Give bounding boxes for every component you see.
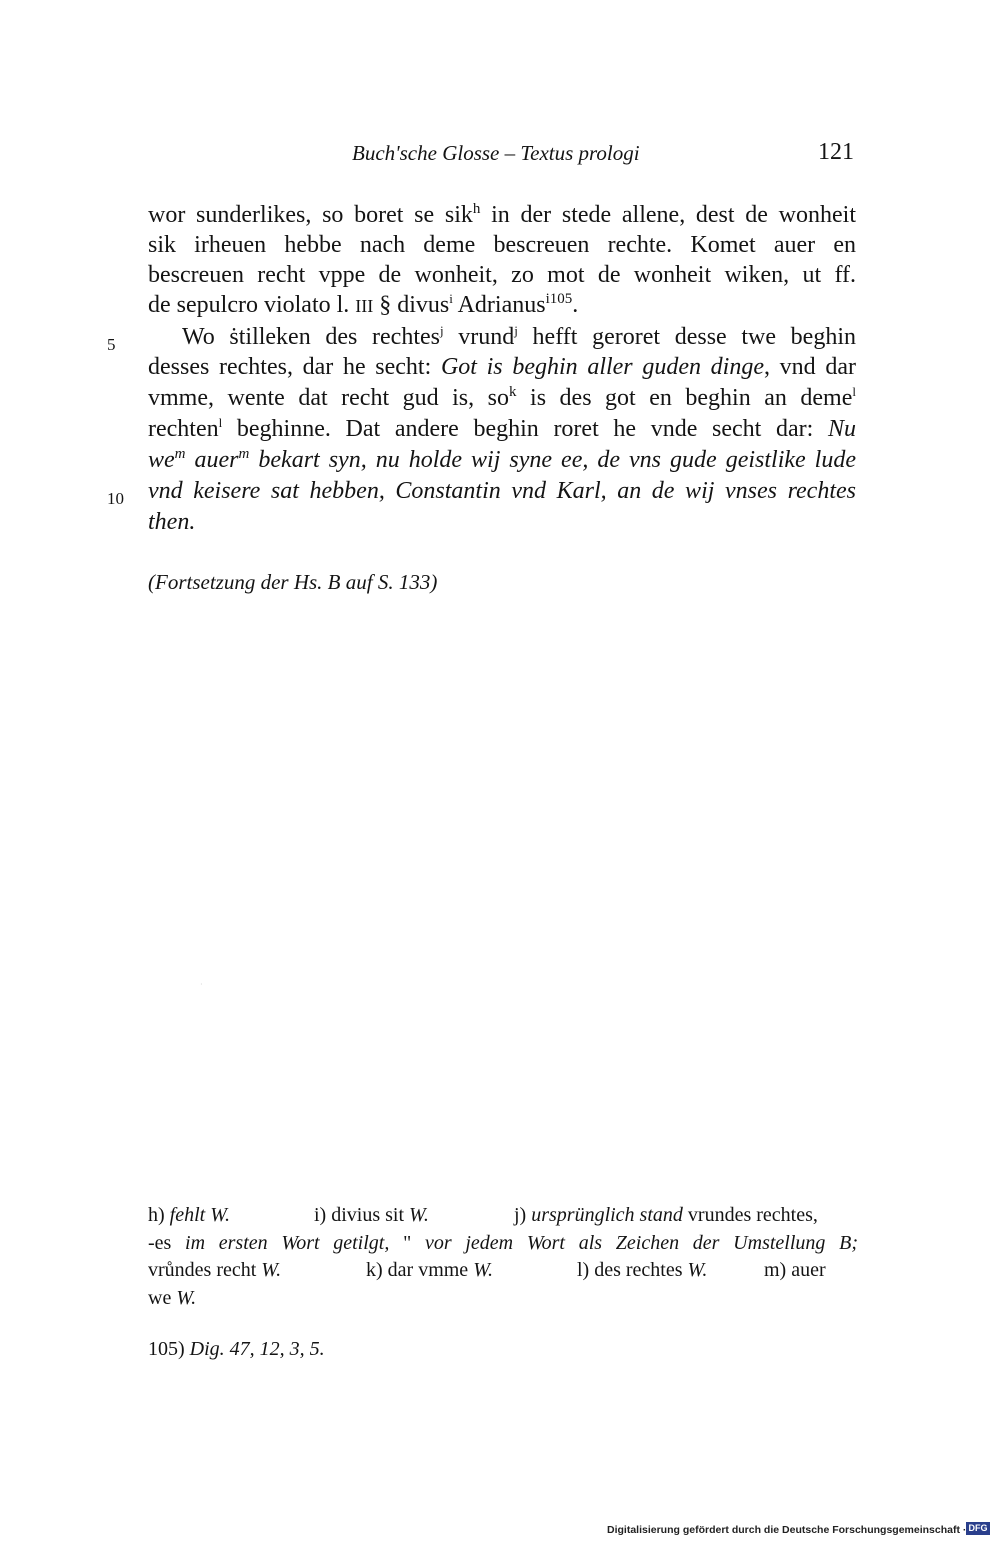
running-title: Buch'sche Glosse – Textus prologi [352,141,640,165]
footnote-line: we W. [148,1287,197,1309]
text-line: $we^m$ auer$^m$ bekart syn, nu holde wij syne ee, de vns gude geistlike lude [148,446,856,473]
text-line: de sepulcro violato l. III § divus$^i$ Adrianus$^{i105}$. [148,291,579,318]
text-line: Wo ṡtilleken des rechtes$^j$ vrund$^j$ hefft geroret desse twe beghin [182,323,856,350]
digitization-banner: Digitalisierung gefördert durch die Deutsche Forschungsgemeinschaft · [607,1524,967,1536]
text-line: then. [148,509,196,535]
text-line: vnd keisere sat hebben, Constantin vnd Karl, an de wij vnses rechtes [148,478,856,504]
continuation-note: (Fortsetzung der Hs. B auf S. 133) [148,570,438,594]
text-line: vmme, wente dat recht gud is, $so^k$ is des got en beghin an deme$^l$ [148,384,856,411]
line-number: 10 [107,489,124,508]
page-number: 121 [818,139,854,165]
text-line: wor sunderlikes, so boret se sik$^h$ in der stede allene, dest de wonheit [148,201,856,228]
line-number: 5 [107,335,116,354]
scan-speck: · [200,980,203,989]
footnote-line: -es im ersten Wort getilgt, " vor jedem Wort als Zeichen der Umstellung B; [148,1232,858,1254]
footnote-line: h) fehlt W. i) divius sit W. j) ursprünglich stand vrundes rechtes, [148,1204,818,1226]
source-footnote: 105) Dig. 47, 12, 3, 5. [148,1338,325,1360]
text-line: rechten$^l$ beghinne. Dat andere beghin roret he vnde secht dar: Nu [148,415,856,442]
text-line: bescreuen recht vppe de wonheit, zo mot de wonheit wiken, ut ff. [148,262,856,288]
text-line: sik irheuen hebbe nach deme bescreuen rechte. Komet auer en [148,232,856,258]
text-line: desses rechtes, dar he secht: Got is beghin aller guden dinge, vnd dar [148,354,856,380]
footnote-line: vrůndes recht W. k) dar vmme W. l) des rechtes W. m) auer [148,1259,826,1281]
dfg-logo-icon: DFG [966,1522,990,1535]
